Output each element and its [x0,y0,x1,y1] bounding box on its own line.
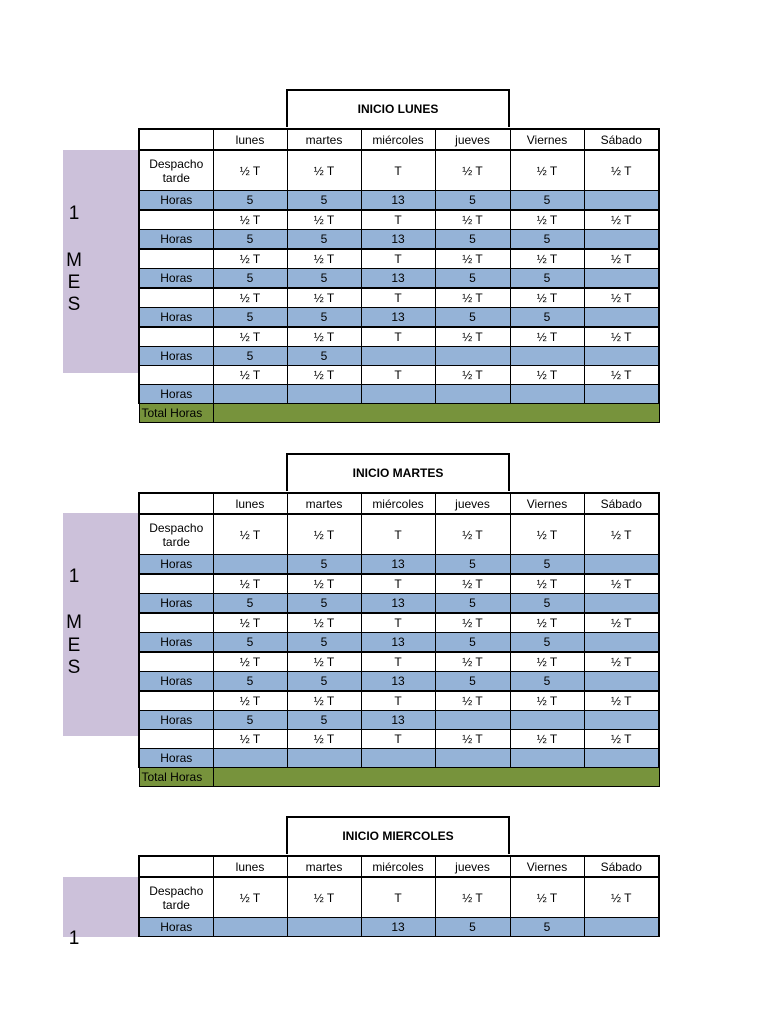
table-cell: 5 [213,230,287,250]
table-cell [584,633,659,653]
row-label: Horas [139,347,213,366]
table-cell: ½ T [510,514,584,555]
table-cell: ½ T [584,652,659,672]
table-cell [435,711,510,730]
table-cell: T [361,210,435,230]
table-row [139,327,659,347]
header-row [139,493,659,514]
table-cell: ½ T [435,327,510,347]
side-label-number [63,928,85,949]
schedule-table [138,128,660,423]
table-cell: 5 [213,594,287,614]
table-row [139,691,659,711]
table-cell: ½ T [213,249,287,269]
table-cell: ½ T [584,210,659,230]
table-row [139,574,659,594]
table-cell: 5 [510,308,584,328]
table-cell: ½ T [435,150,510,191]
table-cell: ½ T [287,249,361,269]
table-cell: ½ T [287,150,361,191]
table-cell: 5 [435,918,510,937]
table-cell [584,749,659,768]
table-title: INICIO LUNES [286,89,510,127]
row-label [139,652,213,672]
table-cell: T [361,327,435,347]
table-cell: 5 [287,555,361,575]
column-header: lunes [213,493,287,514]
total-value [213,768,659,787]
table-row [139,230,659,250]
column-header [139,129,213,150]
column-header: Viernes [510,856,584,877]
table-title: INICIO MARTES [286,453,510,491]
side-label-number: 1 [68,203,80,224]
column-header: miércoles [361,129,435,150]
table-cell [361,347,435,366]
table-cell: 5 [213,633,287,653]
row-label [139,249,213,269]
table-cell: ½ T [213,652,287,672]
table-cell: ½ T [584,288,659,308]
table-cell [584,347,659,366]
table-cell: ½ T [287,877,361,918]
side-label-e: E [67,635,81,656]
row-label: Horas [139,308,213,328]
table-cell [287,385,361,404]
column-header [139,856,213,877]
table-cell: 5 [213,711,287,730]
table-row [139,613,659,633]
table-cell [361,749,435,768]
table-cell [213,918,287,937]
table-cell: ½ T [584,249,659,269]
table-cell: 5 [213,347,287,366]
table-cell: ½ T [510,877,584,918]
table-cell [584,308,659,328]
table-row [139,652,659,672]
table-row [139,385,659,404]
table-cell: 5 [435,672,510,692]
column-header [139,493,213,514]
table-row [139,366,659,385]
row-label: Horas [139,711,213,730]
row-label: Horas [139,918,213,937]
table-cell: 5 [435,191,510,211]
table-cell: ½ T [287,652,361,672]
table-cell [213,555,287,575]
table-cell: 13 [361,269,435,289]
table-cell: ½ T [510,613,584,633]
table-cell: 5 [510,191,584,211]
table-cell: 5 [287,230,361,250]
table-cell [584,191,659,211]
row-label: Horas [139,230,213,250]
table-cell: ½ T [584,366,659,385]
total-value [213,404,659,423]
row-label: Despacho tarde [139,514,213,555]
table-row [139,210,659,230]
column-header: lunes [213,856,287,877]
table-cell: ½ T [287,613,361,633]
row-label: Despacho tarde [139,877,213,918]
side-label-s: S [67,294,81,315]
table-cell: 5 [510,230,584,250]
table-row [139,918,659,937]
table-cell: 13 [361,191,435,211]
table-cell [510,347,584,366]
table-cell: T [361,150,435,191]
table-cell: T [361,613,435,633]
table-cell [213,385,287,404]
table-row [139,730,659,749]
table-cell: ½ T [435,730,510,749]
table-row [139,877,659,918]
table-cell: ½ T [287,327,361,347]
table-cell: ½ T [435,574,510,594]
row-label [139,574,213,594]
table-row [139,191,659,211]
table-cell: ½ T [435,652,510,672]
table-cell: 13 [361,918,435,937]
table-cell: ½ T [287,730,361,749]
table-cell: 13 [361,711,435,730]
side-label-s: S [67,657,81,678]
row-label [139,327,213,347]
row-label: Despacho tarde [139,150,213,191]
table-cell: ½ T [287,366,361,385]
table-cell: ½ T [287,210,361,230]
table-cell: 5 [435,230,510,250]
table-cell: ½ T [213,150,287,191]
row-label: Horas [139,191,213,211]
column-header: lunes [213,129,287,150]
table-cell: 13 [361,230,435,250]
column-header: Sábado [584,856,659,877]
table-cell: 5 [435,633,510,653]
table-cell: ½ T [287,288,361,308]
table-cell: 13 [361,672,435,692]
table-cell: ½ T [287,514,361,555]
table-cell [584,672,659,692]
table-cell: ½ T [435,514,510,555]
table-cell: 5 [435,594,510,614]
table-cell: ½ T [213,366,287,385]
table-cell: T [361,652,435,672]
table-cell: 5 [287,308,361,328]
table-cell: 5 [510,672,584,692]
table-cell: 5 [287,347,361,366]
table-cell: ½ T [510,652,584,672]
table-cell: T [361,877,435,918]
table-cell: 5 [510,555,584,575]
table-cell [510,711,584,730]
table-cell: ½ T [213,210,287,230]
table-cell [510,385,584,404]
table-row [139,711,659,730]
table-cell: 13 [361,555,435,575]
table-row [139,347,659,366]
row-label: Horas [139,555,213,575]
column-header: jueves [435,493,510,514]
table-cell: ½ T [213,877,287,918]
table-cell: ½ T [287,574,361,594]
column-header: martes [287,493,361,514]
table-cell: 5 [510,594,584,614]
table-cell: ½ T [435,613,510,633]
table-row [139,249,659,269]
table-cell [287,749,361,768]
table-cell: 5 [287,672,361,692]
table-cell [584,594,659,614]
table-cell: ½ T [213,574,287,594]
table-cell: ½ T [584,150,659,191]
row-label [139,730,213,749]
column-header: Viernes [510,129,584,150]
header-row [139,129,659,150]
table-cell: ½ T [213,288,287,308]
table-cell: 5 [287,191,361,211]
table-row [139,594,659,614]
header-row [139,856,659,877]
column-header: Viernes [510,493,584,514]
row-label [139,210,213,230]
table-title: INICIO MIERCOLES [286,816,510,854]
table-cell: ½ T [584,327,659,347]
column-header: martes [287,856,361,877]
column-header: Sábado [584,129,659,150]
table-cell [510,749,584,768]
total-label: Total Horas [139,768,213,787]
table-cell [584,230,659,250]
table-cell: ½ T [510,249,584,269]
table-cell: ½ T [584,730,659,749]
table-cell: ½ T [213,327,287,347]
table-cell: ½ T [584,613,659,633]
table-cell: ½ T [435,288,510,308]
table-cell: ½ T [510,288,584,308]
schedule-table [138,492,660,787]
table-cell: 5 [435,308,510,328]
table-cell: 5 [510,918,584,937]
table-cell: ½ T [213,514,287,555]
table-cell [584,555,659,575]
table-cell: ½ T [213,691,287,711]
table-cell: ½ T [584,877,659,918]
table-cell: 13 [361,633,435,653]
table-cell [584,269,659,289]
schedule-table [138,855,660,937]
row-label [139,288,213,308]
table-cell [435,347,510,366]
table-cell: T [361,691,435,711]
table-cell: 5 [213,672,287,692]
side-label-e: E [67,272,81,293]
table-cell: 5 [287,594,361,614]
table-row [139,749,659,768]
table-cell: ½ T [510,691,584,711]
table-cell [584,385,659,404]
table-cell: T [361,574,435,594]
table-cell: 5 [510,633,584,653]
column-header: jueves [435,129,510,150]
table-cell [213,749,287,768]
table-cell: ½ T [510,327,584,347]
side-label-number-text: 1 [68,928,80,949]
table-cell [287,918,361,937]
table-cell: ½ T [287,691,361,711]
table-cell: ½ T [584,574,659,594]
table-cell: ½ T [435,877,510,918]
total-row [139,768,659,787]
table-cell [584,918,659,937]
table-row [139,288,659,308]
table-cell: ½ T [510,150,584,191]
table-cell: 5 [213,191,287,211]
table-cell [584,711,659,730]
side-label-number: 1 [68,566,80,587]
table-cell: ½ T [510,210,584,230]
row-label: Horas [139,269,213,289]
table-cell: T [361,288,435,308]
table-cell: T [361,366,435,385]
table-row [139,633,659,653]
table-row [139,150,659,191]
table-cell: ½ T [435,249,510,269]
table-cell [435,749,510,768]
table-cell: T [361,249,435,269]
table-cell: ½ T [213,613,287,633]
table-cell: 5 [213,269,287,289]
table-cell: ½ T [213,730,287,749]
column-header: miércoles [361,493,435,514]
table-row [139,269,659,289]
row-label: Horas [139,633,213,653]
table-cell: ½ T [435,210,510,230]
table-cell: ½ T [510,574,584,594]
column-header: Sábado [584,493,659,514]
total-label: Total Horas [139,404,213,423]
table-cell: ½ T [510,730,584,749]
column-header: jueves [435,856,510,877]
table-cell: 5 [435,555,510,575]
table-cell: 5 [287,633,361,653]
table-cell: ½ T [584,691,659,711]
column-header: miércoles [361,856,435,877]
table-cell: 5 [287,711,361,730]
table-row [139,672,659,692]
table-cell: ½ T [510,366,584,385]
side-label-m: M [66,250,82,271]
row-label: Horas [139,672,213,692]
table-cell: ½ T [584,514,659,555]
row-label [139,366,213,385]
table-cell: T [361,730,435,749]
table-cell: 5 [213,308,287,328]
table-row [139,308,659,328]
table-cell: 5 [435,269,510,289]
table-cell [435,385,510,404]
row-label [139,613,213,633]
table-cell [361,385,435,404]
table-cell: ½ T [435,366,510,385]
side-label-m: M [66,612,82,633]
table-row [139,555,659,575]
row-label: Horas [139,385,213,404]
table-cell: 13 [361,594,435,614]
table-cell: 5 [510,269,584,289]
row-label [139,691,213,711]
table-cell: ½ T [435,691,510,711]
total-row [139,404,659,423]
table-row [139,514,659,555]
table-cell: T [361,514,435,555]
column-header: martes [287,129,361,150]
table-cell: 13 [361,308,435,328]
table-cell: 5 [287,269,361,289]
row-label: Horas [139,749,213,768]
row-label: Horas [139,594,213,614]
